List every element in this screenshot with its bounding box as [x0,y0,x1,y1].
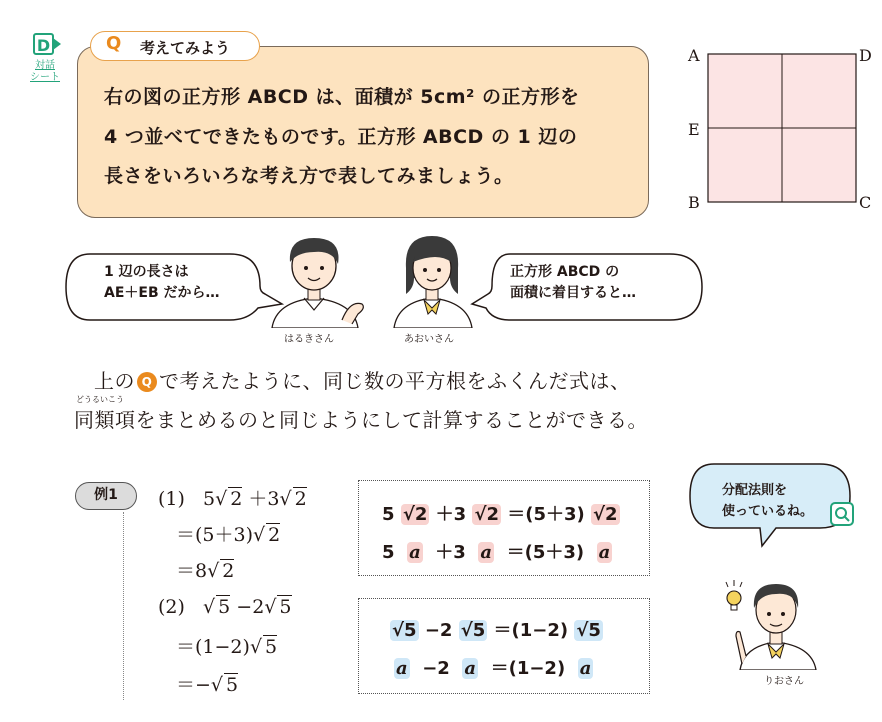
p1-coef1: 5 [203,488,216,510]
aoi-name: あおいさん [404,334,454,345]
p2-num: (2) [158,596,185,618]
box2-r2-eq: ＝(1−2) [490,658,566,679]
haruki-name: はるきさん [284,334,334,345]
box1-row2 [382,538,612,564]
p1-num: (1) [158,488,185,510]
box2-r2-var1: a [396,658,408,679]
p2-line3 [176,670,238,697]
rio-bubble-line2: 使っているね。 [722,504,814,519]
box1-r2-var1: a [409,542,421,563]
box2-r1-sqrt3: √5 [576,620,601,641]
p2-op: −2 [236,596,265,618]
box1-r1-sqrt1: √2 [402,504,428,525]
question-title: 考えてみよう [140,39,231,57]
right-bubble-line2: 面積に着目すると… [510,285,636,301]
p2-sqrt2: √ 5 [264,596,292,618]
box2-r1-sqrt1: √5 [392,620,417,641]
box1-r2-op: ＋3 [435,542,466,563]
box1-r1-eq: ＝(5＋3) [507,504,585,525]
p1-l2-pre: ＝(5＋3) [176,524,254,546]
question-line3: 長さをいろいろな考え方で表してみましょう。 [104,165,514,187]
p1-line3 [176,556,234,583]
p2-sqrt1: √ 5 [203,596,231,618]
p1-l3-sqrt: √ 2 [207,560,235,582]
box2-r2-var3: a [579,658,592,679]
label-e: E [688,120,700,139]
p2-l2-pre: ＝(1−2) [176,636,250,658]
dialogue-sheet-badge[interactable]: D [33,33,54,55]
box2-r2-op: −2 [422,658,450,679]
p2-rad2: 5 [279,596,292,618]
box1-r2-coef: 5 [382,542,395,563]
box2-r1-eq: ＝(1−2) [493,620,569,641]
p1-sqrt1: √ 2 [215,488,243,510]
box1-r2-var3: a [598,542,611,563]
magnifier-glyph [832,504,852,524]
left-bubble-text [104,262,220,304]
example-divider [123,512,124,700]
p2-rad1: 5 [218,596,231,618]
p2-l2-rad: 5 [265,636,278,658]
caption-line1: 対話 [35,60,55,71]
p1-l2-rad: 2 [268,524,281,546]
box1-r1-coef: 5 [382,504,395,525]
q-reference-icon: Q [137,372,157,392]
box1-r1-sqrt2: √2 [474,504,499,525]
label-b: B [688,193,700,212]
p1-l3-pre: ＝8 [176,560,208,582]
question-line1: 右の図の正方形 ABCD は、面積が 5cm² の正方形を [104,86,580,108]
question-line2: 4 つ並べてできたものです。正方形 ABCD の 1 辺の [104,126,578,148]
label-c: C [859,193,872,212]
ruby-dourui: どうるいこう [76,395,124,404]
p2-l3-pre: ＝− [176,674,211,696]
box2-r1-op: −2 [424,620,453,641]
p2-l3-sqrt: √ 5 [210,674,239,696]
box1-r2-var2: a [480,542,493,563]
explanation-line1 [94,365,631,394]
p1-op: ＋3 [248,488,280,510]
explanation-line1-before: 上の [94,369,135,393]
right-bubble-text [510,262,636,304]
p2-line1 [158,596,292,618]
rio-bubble-text [722,480,813,522]
lightbulb-icon [727,591,741,605]
dialogue-sheet-caption[interactable] [30,60,60,84]
p1-sqrt2: √ 2 [279,488,307,510]
left-bubble-line2: AE＋EB だから… [104,285,220,301]
example-label: 例1 [75,482,137,510]
box1-r2-eq: ＝(5＋3) [506,542,585,563]
p2-l2-sqrt: √ 5 [249,636,278,658]
square-figure [700,44,860,214]
p1-l3-rad: 2 [222,560,235,582]
p1-l2-sqrt: √ 2 [253,524,281,546]
box2-row2 [394,654,593,680]
aoi-illustration [388,228,478,328]
box1-row1 [382,500,620,526]
box2-row1 [390,616,603,642]
box1-r1-op: ＋3 [435,504,467,525]
p2-line2 [176,632,277,659]
explanation-line2: 同類項をまとめるのと同じようにして計算することができる。 [74,408,648,432]
p2-l3-rad: 5 [226,674,239,696]
explanation-line1-after: で考えたように、同じ数の平方根をふくんだ式は、 [159,369,631,393]
label-d: D [859,46,872,65]
left-bubble-line1: 1 辺の長さは [104,264,189,280]
p1-rad1: 2 [230,488,243,510]
right-bubble-line1: 正方形 ABCD の [510,264,620,280]
caption-line2: シート [30,72,60,83]
rio-illustration [720,572,830,670]
badge-arrow-icon [53,38,61,50]
rio-bubble-line1: 分配法則を [722,483,788,498]
label-a: A [688,46,700,65]
box1-r1-sqrt3: √2 [593,504,618,525]
p1-line2 [176,520,280,547]
p1-rad2: 2 [294,488,307,510]
haruki-illustration [262,228,372,328]
p1-line1 [158,484,307,511]
box2-r1-sqrt2: √5 [460,620,486,641]
question-letter: Q [106,33,122,54]
box2-r2-var2: a [464,658,477,679]
rio-name: りおさん [764,676,804,687]
search-icon[interactable] [830,502,854,526]
